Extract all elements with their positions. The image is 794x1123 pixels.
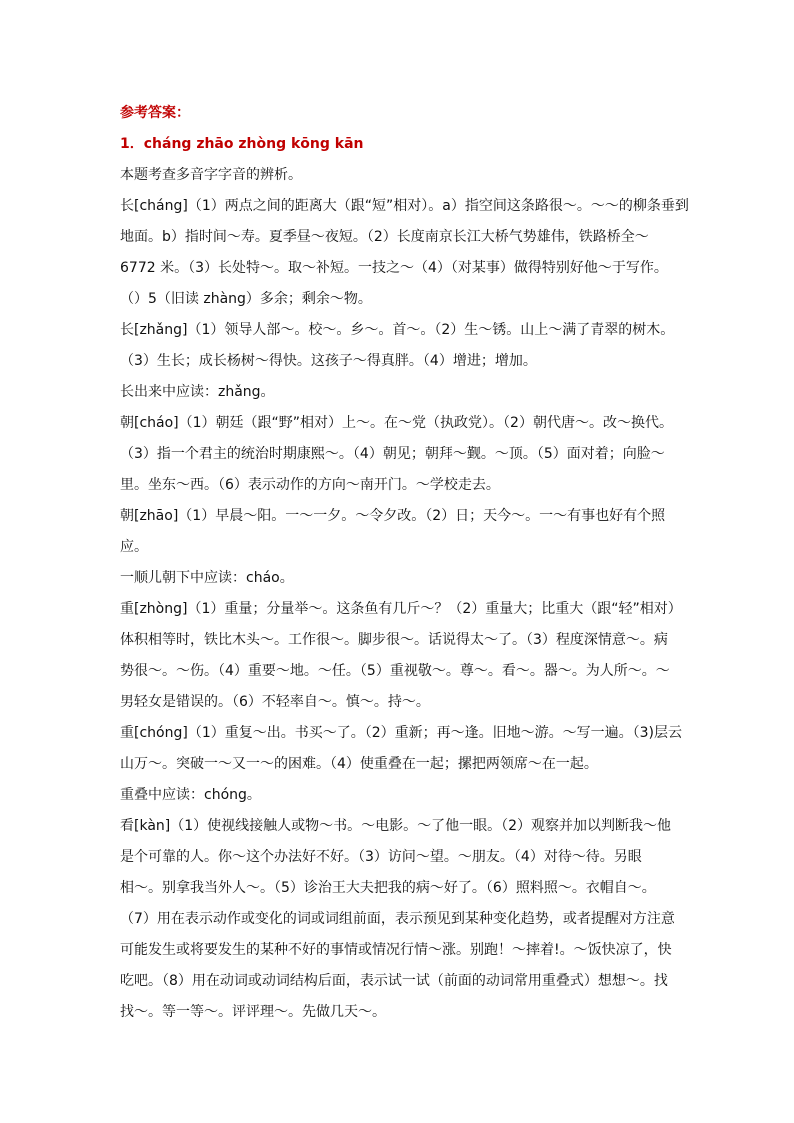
reading-conclusion: 一顺儿朝下中应读：cháo。 xyxy=(120,570,294,586)
answer-document xyxy=(120,98,689,1028)
explanation-line: （7）用在表示动作或变化的词或词组前面，表示预见到某种变化趋势，或者提醒对方注意 xyxy=(120,911,675,927)
explanation-line: 找～。等一等～。评评理～。先做几天～。 xyxy=(120,1004,386,1020)
reading-conclusion: 重叠中应读：chóng。 xyxy=(120,787,261,803)
explanation-line: 相～。别拿我当外人～。（5）诊治王大夫把我的病～好了。（6）照料照～。衣帽自～。 xyxy=(120,880,656,896)
explanation-line: （3）指一个君主的统治时期康熙～。（4）朝见；朝拜～觐。～顶。（5）面对着；向脸～ xyxy=(120,446,665,462)
explanation-line: 朝[cháo]（1）朝廷（跟“野”相对）上～。在～党（执政党）。（2）朝代唐～。改～换代。 xyxy=(120,415,673,431)
explanation-line: 男轻女是错误的。（6）不轻率自～。慎～。持～。 xyxy=(120,694,430,710)
explanation-line: 是个可靠的人。你～这个办法好不好。（3）访问～望。～朋友。（4）对待～待。另眼 xyxy=(120,849,642,865)
reading-conclusion: 长出来中应读：zhǎng。 xyxy=(120,384,275,400)
explanation-line: 里。坐东～西。（6）表示动作的方向～南开门。～学校走去。 xyxy=(120,477,500,493)
explanation-line: 长[cháng]（1）两点之间的距离大（跟“短”相对）。a）指空间这条路很～。～～的柳条垂到 xyxy=(120,198,689,214)
explanation-line: 重[zhòng]（1）重量；分量举～。这条鱼有几斤～？（2）重量大；比重大（跟“轻”相对） xyxy=(120,601,682,617)
explanation-line: 山万～。突破一～又一～的困难。（4）使重叠在一起；摞把两领席～在一起。 xyxy=(120,756,598,772)
answer-heading: 参考答案： xyxy=(120,105,190,121)
explanation-line: 朝[zhāo]（1）早晨～阳。一～一夕。～令夕改。（2）日；天今～。一～有事也好有个照 xyxy=(120,508,666,524)
question-1-pinyin: 1．cháng zhāo zhòng kōng kān xyxy=(120,136,364,152)
explanation-line: 势很～。～伤。（4）重要～地。～任。（5）重视敬～。尊～。看～。器～。为人所～。～ xyxy=(120,663,670,679)
explanation-line: 应。 xyxy=(120,539,148,555)
explanation-line: （）5（旧读 zhàng）多余；剩余～物。 xyxy=(120,291,372,307)
explanation-line: 长[zhǎng]（1）领导人部～。校～。乡～。首～。（2）生～锈。山上～满了青翠的树木。 xyxy=(120,322,675,338)
explanation-line: 体积相等时，铁比木头～。工作很～。脚步很～。话说得太～了。（3）程度深情意～。病 xyxy=(120,632,668,648)
explanation-line: 看[kàn]（1）使视线接触人或物～书。～电影。～了他一眼。（2）观察并加以判断我～他 xyxy=(120,818,672,834)
explanation-line: （3）生长；成长杨树～得快。这孩子～得真胖。（4）增进；增加。 xyxy=(120,353,537,369)
explanation-line: 6772 米。（3）长处特～。取～补短。一技之～（4）（对某事）做得特别好他～于写作。 xyxy=(120,260,668,276)
explanation-line: 地面。b）指时间～寿。夏季昼～夜短。（2）长度南京长江大桥气势雄伟，铁路桥全～ xyxy=(120,229,649,245)
analysis-intro: 本题考查多音字字音的辨析。 xyxy=(120,167,302,183)
explanation-line: 重[chóng]（1）重复～出。书买～了。（2）重新；再～逢。旧地～游。～写一遍。（3)层云 xyxy=(120,725,683,741)
explanation-line: 可能发生或将要发生的某种不好的事情或情况行情～涨。别跑！～摔着!。～饭快凉了，快 xyxy=(120,942,672,958)
explanation-line: 吃吧。（8）用在动词或动词结构后面，表示试一试（前面的动词常用重叠式）想想～。找 xyxy=(120,973,668,989)
